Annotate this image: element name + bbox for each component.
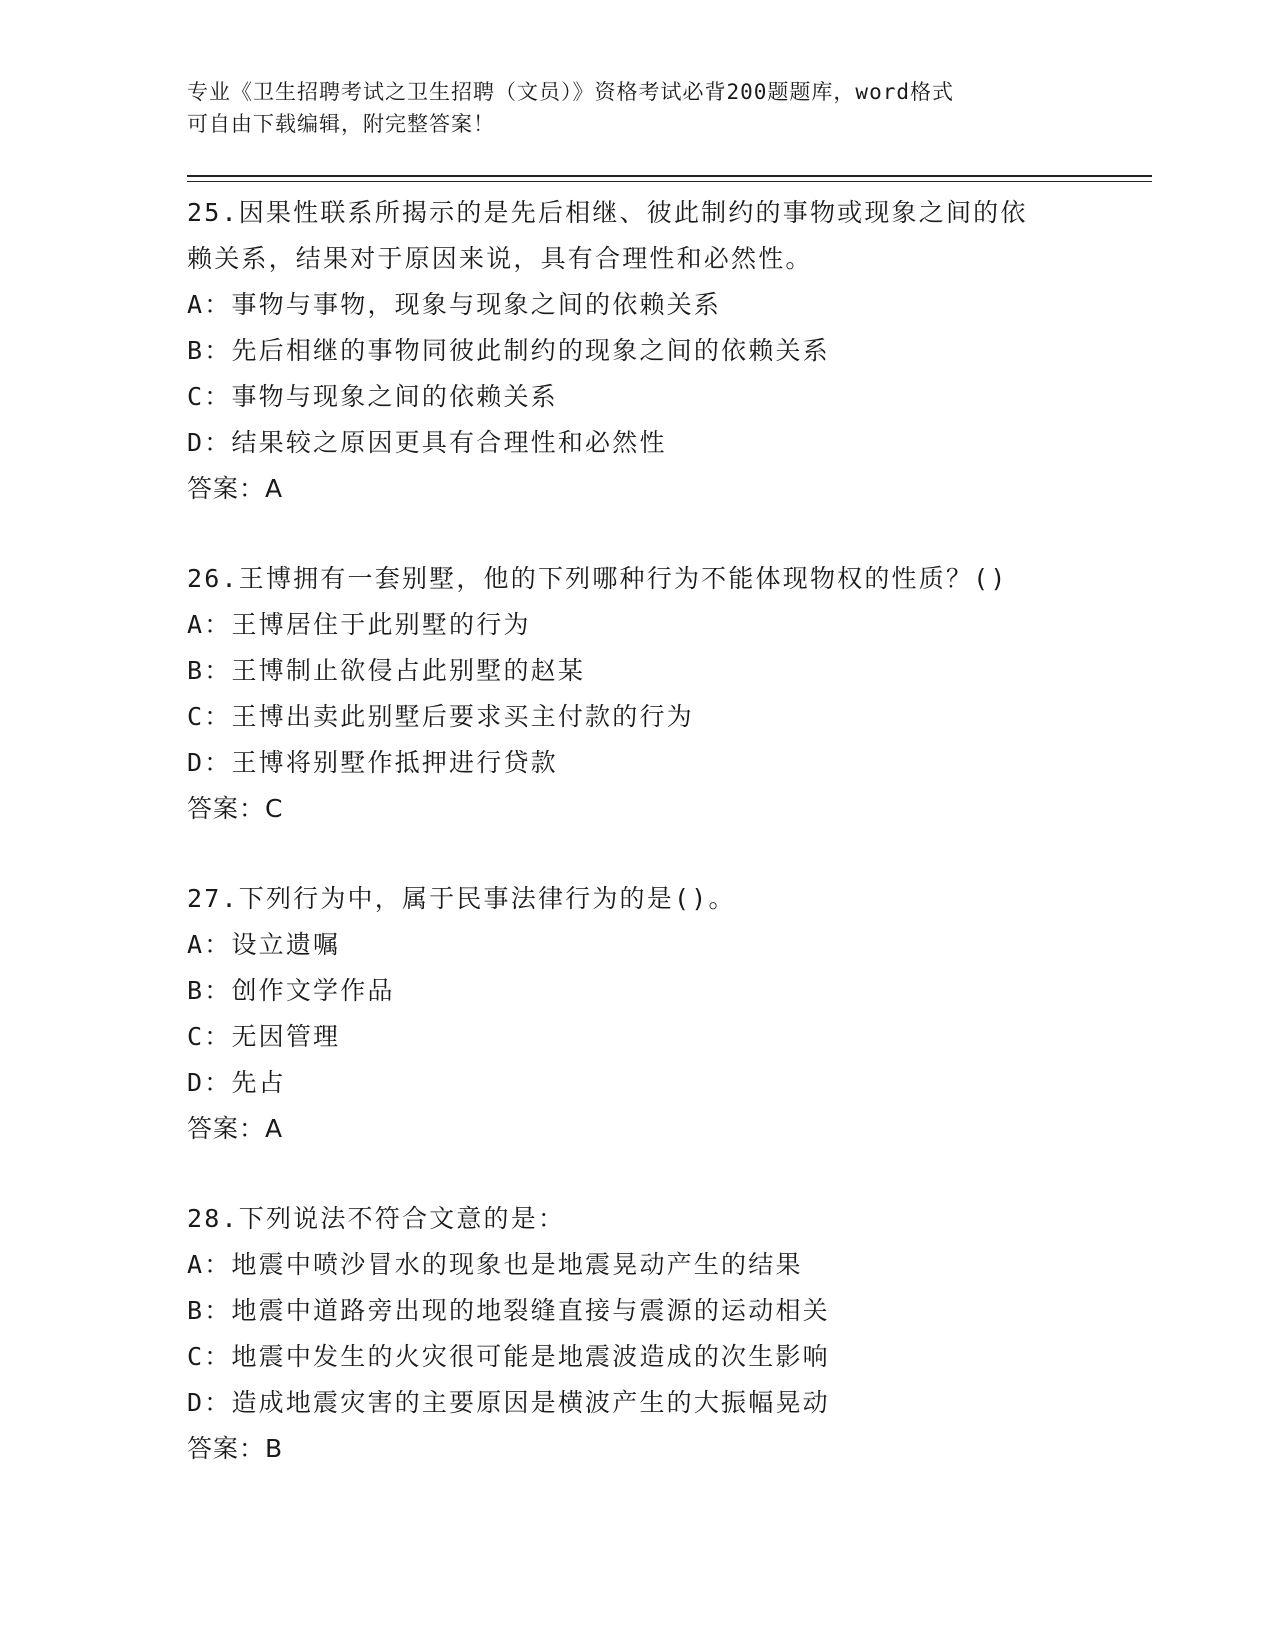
option-b: B：王博制止欲侵占此别墅的赵某 <box>187 656 586 685</box>
question-stem <box>187 190 1087 282</box>
header-divider-thin <box>187 181 1152 182</box>
question-stem-line: 28.下列说法不符合文意的是： <box>187 1204 566 1233</box>
option-c: C：地震中发生的火灾很可能是地震波造成的次生影响 <box>187 1342 830 1371</box>
question-stem <box>187 556 1087 602</box>
option-c: C：王博出卖此别墅后要求买主付款的行为 <box>187 702 694 731</box>
option-d: D：结果较之原因更具有合理性和必然性 <box>187 428 667 457</box>
option-a: A：设立遗嘱 <box>187 930 341 959</box>
answer-line: 答案：C <box>187 794 284 823</box>
document-header <box>187 76 1087 140</box>
question-28 <box>187 1196 1087 1472</box>
option-b: B：地震中道路旁出现的地裂缝直接与震源的运动相关 <box>187 1296 830 1325</box>
answer-line: 答案：B <box>187 1434 284 1463</box>
question-stem-line: 26.王博拥有一套别墅，他的下列哪种行为不能体现物权的性质？() <box>187 564 1008 593</box>
option-a: A：王博居住于此别墅的行为 <box>187 610 531 639</box>
question-stem-line: 27.下列行为中，属于民事法律行为的是()。 <box>187 884 736 913</box>
option-d: D：造成地震灾害的主要原因是横波产生的大振幅晃动 <box>187 1388 830 1417</box>
answer-line: 答案：A <box>187 1114 284 1143</box>
option-c: C：事物与现象之间的依赖关系 <box>187 382 558 411</box>
question-26 <box>187 556 1087 832</box>
header-line-1: 专业《卫生招聘考试之卫生招聘（文员）》资格考试必背200题题库，word格式 <box>187 80 954 104</box>
option-d: D：先占 <box>187 1068 286 1097</box>
question-stem-line: 25.因果性联系所揭示的是先后相继、彼此制约的事物或现象之间的依 <box>187 198 1028 227</box>
header-line-2: 可自由下载编辑，附完整答案！ <box>187 112 495 136</box>
option-b: B：先后相继的事物同彼此制约的现象之间的依赖关系 <box>187 336 830 365</box>
option-a: A：地震中喷沙冒水的现象也是地震晃动产生的结果 <box>187 1250 803 1279</box>
question-25 <box>187 190 1087 512</box>
question-list <box>187 190 1087 1516</box>
option-b: B：创作文学作品 <box>187 976 395 1005</box>
answer-line: 答案：A <box>187 474 284 503</box>
header-divider-thick <box>187 175 1152 177</box>
option-d: D：王博将别墅作抵押进行贷款 <box>187 748 558 777</box>
question-stem <box>187 1196 1087 1242</box>
question-stem <box>187 876 1087 922</box>
option-a: A：事物与事物，现象与现象之间的依赖关系 <box>187 290 722 319</box>
question-stem-line: 赖关系，结果对于原因来说，具有合理性和必然性。 <box>187 244 813 273</box>
option-c: C：无因管理 <box>187 1022 341 1051</box>
question-27 <box>187 876 1087 1152</box>
